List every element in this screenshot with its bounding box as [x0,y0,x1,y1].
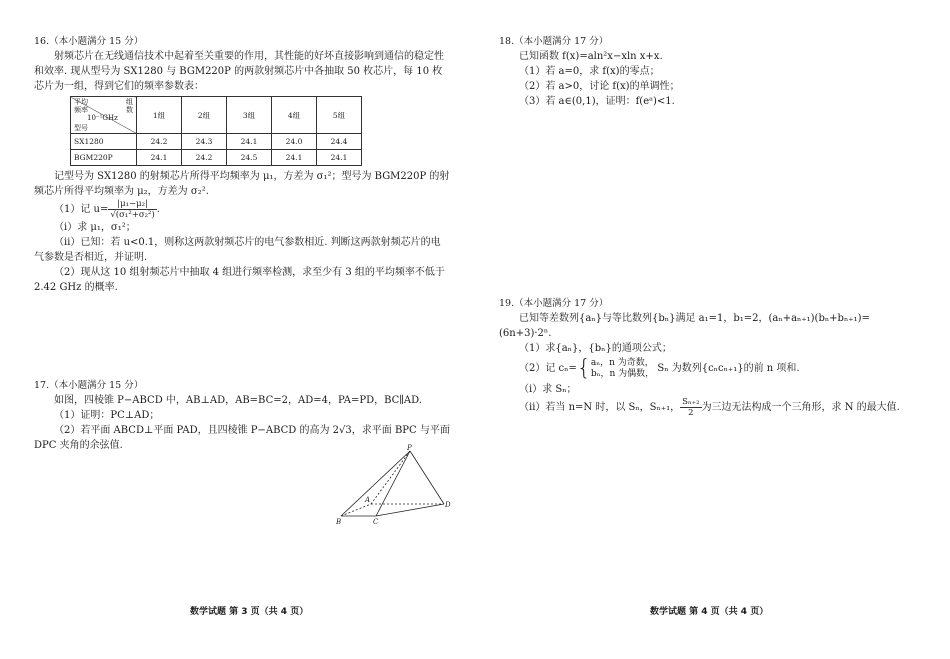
u-fraction: $\frac{\text{|μ₁−μ₂|}}{\text{√(σ₁²+σ₂²)}}$ [110,199,155,220]
table-cell: 24.4 [317,134,362,150]
s-fraction: $\frac{\text{Sₙ₊₂}}{2}$ [682,397,700,418]
table-cell: 24.1 [317,150,362,166]
table-cell: 24.1 [227,134,272,150]
figure-label-P: P [407,444,412,452]
table-header-group-5: 5组 [317,97,362,134]
table-row [71,150,362,166]
table-header-group-4: 4组 [272,97,317,134]
q18-header: 18.（本小题满分 17 分） [499,36,609,47]
q17-intro: 如图，四棱锥 P−ABCD 中，AB⊥AD，AB=BC=2，AD=4，PA=PD，BC∥AD. [54,395,422,406]
q17-part2: （2）若平面 ABCD⊥平面 PAD，且四棱锥 P−ABCD 的高为 2√3，求平面 BPC 与平面 DPC 夹角的余弦值. [34,425,450,451]
table-cell: 24.3 [182,134,227,150]
table-cell: 24.2 [182,150,227,166]
piecewise-cases: aₙ，n 为奇数， bₙ，n 为偶数， [590,357,655,379]
table-row [71,134,362,150]
table-row-label: SX1280 [71,134,137,150]
q18-part2: （2）若 a>0，讨论 f(x)的单调性； [519,81,680,92]
question-16 [34,34,450,295]
q16-part1-i: （ⅰ）求 μ₁，σ₁²； [54,222,136,233]
q16-header: 16.（本小题满分 15 分） [34,36,144,47]
q19-intro: 已知等差数列{aₙ}与等比数列{bₙ}满足 a₁=1，b₁=2，(aₙ+aₙ₊₁)(bₙ+bₙ₊₁)=(6n+3)·2ⁿ. [499,313,870,339]
q17-header: 17.（本小题满分 15 分） [34,380,144,391]
question-18 [499,34,919,109]
q19-part1: （1）求{aₙ}，{bₙ}的通项公式； [519,343,672,354]
pyramid-figure [334,444,454,529]
q16-intro: 射频芯片在无线通信技术中起着至关重要的作用，其性能的好坏直接影响到通信的稳定性和效率. 现从型号为 SX1280 与 BGM220P 的两款射频芯片中各抽取 50 枚芯片，每 10 枚芯片为一组，得到它们的频率参数表： [34,51,444,92]
table-header-group-2: 2组 [182,97,227,134]
q16-part2: （2）现从这 10 组射频芯片中抽取 4 组进行频率检测，求至少有 3 组的平均频率不低于 2.42 GHz 的概率. [34,267,445,293]
table-header-group-3: 3组 [227,97,272,134]
q17-part1: （1）证明：PC⊥AD； [54,410,160,421]
table-cell: 24.0 [272,134,317,150]
q19-header: 19.（本小题满分 17 分） [499,298,609,309]
question-19 [499,296,919,419]
question-17 [34,378,450,453]
table-cell: 24.5 [227,150,272,166]
table-cell: 24.1 [137,150,182,166]
right-page [475,0,950,659]
figure-label-A: A [365,496,371,504]
frequency-table [70,96,362,166]
figure-label-D: D [445,501,451,509]
table-row-label: BGM220P [71,150,137,166]
q18-part3: （3）若 a∈(0,1)，证明：f(eᵃ)<1. [519,96,675,107]
table-cell: 24.2 [137,134,182,150]
q16-note: 记型号为 SX1280 的射频芯片所得平均频率为 μ₁，方差为 σ₁²；型号为 BGM220P 的射频芯片所得平均频率为 μ₂，方差为 σ₂². [34,171,450,197]
q19-part2-ii: （ⅱ）若当 n=N 时，以 Sₙ，Sₙ₊₁， $\frac{\text{Sₙ₊₂}}{2}$ 为三边无法构成一个三角形，求 N 的最大值. [519,397,900,418]
table-cell: 24.1 [272,150,317,166]
left-brace: { [576,355,591,381]
page-footer-right: 数学试题 第 4 页（共 4 页） [650,607,769,617]
figure-label-C: C [373,518,379,526]
q16-part1-ii: （ⅱ）已知：若 u<0.1，则称这两款射频芯片的电气参数相近. 判断这两款射频芯片的电气参数是否相近，并证明. [34,237,441,263]
page-footer-left: 数学试题 第 3 页（共 4 页） [190,607,309,617]
q16-part1: （1）记 u= $\frac{\text{|μ₁−μ₂|}}{\text{√(σ₁²+σ₂²)}}$ . [54,199,160,220]
table-header-group-1: 1组 [137,97,182,134]
table-corner-cell: 平均 组 频率 10⁻¹GHz 型号 数 [71,97,137,134]
figure-label-B: B [336,518,342,526]
q18-part1: （1）若 a=0，求 f(x)的零点； [519,66,660,77]
q19-part2: （2）记 cₙ={ aₙ，n 为奇数， bₙ，n 为偶数， Sₙ 为数列{cₙcₙ₊₁}的前 n 项和. [519,355,800,381]
q18-intro: 已知函数 f(x)=aln²x−xln x+x. [519,51,663,62]
q19-part2-i: （ⅰ）求 Sₙ； [519,384,577,395]
